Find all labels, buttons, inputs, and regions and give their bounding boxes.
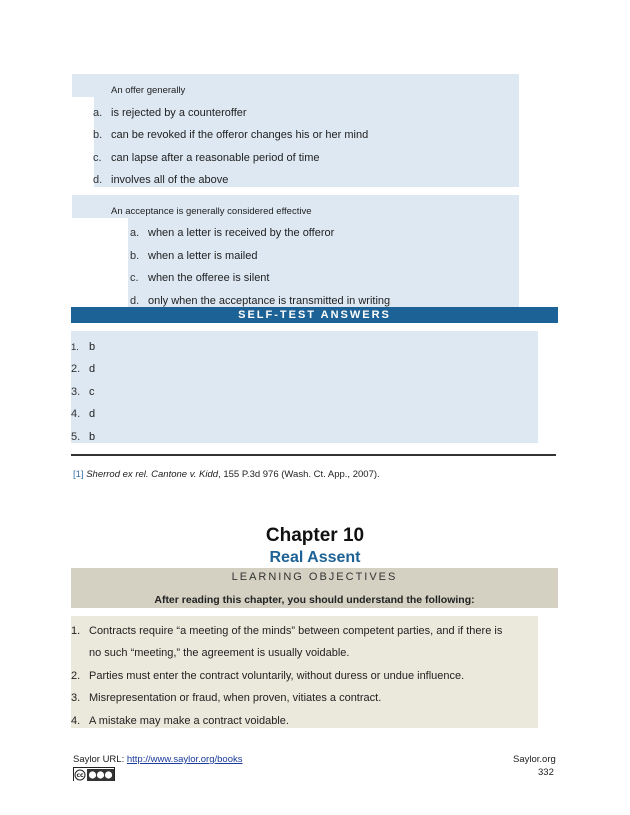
learning-objectives-title: LEARNING OBJECTIVES — [231, 571, 398, 583]
footer-url-label: Saylor URL: — [73, 754, 127, 765]
objective-3: 3. Misrepresentation or fraud, when proven, vitiates a contract. — [71, 692, 382, 704]
footer-site: Saylor.org — [513, 754, 556, 765]
saylor-books-link[interactable]: http://www.saylor.org/books — [126, 754, 243, 765]
footnote — [73, 469, 380, 480]
objective-4: 4. A mistake may make a contract voidable. — [71, 715, 289, 727]
self-test-heading: SELF-TEST ANSWERS — [71, 307, 558, 323]
footnote-citation: , 155 P.3d 976 (Wash. Ct. App., 2007). — [218, 469, 380, 480]
question-4-intro: An offer generally — [111, 85, 186, 96]
question-5-option-d: d. only when the acceptance is transmitted in writing — [130, 295, 391, 307]
footnote-ref-link[interactable]: [1] — [73, 469, 84, 480]
objective-1: 1. Contracts require “a meeting of the minds” between competent parties, and if there is — [71, 625, 503, 637]
answer-5: 5. b — [71, 431, 96, 443]
question-5-option-a: a. when a letter is received by the offeror — [130, 227, 335, 239]
question-5-intro: An acceptance is generally considered effective — [111, 206, 312, 217]
self-test-answers-box — [71, 331, 538, 443]
footnote-rule — [71, 454, 556, 456]
page-number: 332 — [538, 767, 554, 778]
answer-3: 3. c — [71, 386, 95, 398]
answer-4: 4. d — [71, 408, 96, 420]
question-4-option-b: b. can be revoked if the offeror changes his or her mind — [93, 129, 369, 141]
learning-objectives-lead: After reading this chapter, you should understand the following: — [154, 594, 475, 606]
creative-commons-badge[interactable] — [73, 767, 115, 781]
footnote-case-name: Sherrod ex rel. Cantone v. Kidd — [86, 469, 219, 480]
objective-1-continued: no such “meeting,” the agreement is usually voidable. — [89, 647, 350, 659]
answer-1: 1. b — [71, 341, 96, 353]
chapter-title: Chapter 10 — [265, 525, 365, 546]
question-4-option-d: d. involves all of the above — [93, 174, 229, 186]
question-4-option-c: c. can lapse after a reasonable period of time — [93, 152, 320, 164]
question-4-option-a: a. is rejected by a counteroffer — [93, 107, 247, 119]
question-5-option-c: c. when the offeree is silent — [130, 272, 270, 284]
chapter-subtitle: Real Assent — [269, 549, 361, 566]
learning-objectives-header — [71, 568, 558, 608]
answer-2: 2. d — [71, 363, 96, 375]
q-box-notch — [72, 97, 94, 187]
svg-text:cc: cc — [76, 772, 84, 780]
creative-commons-icon — [74, 769, 114, 781]
footer-url — [73, 754, 243, 765]
q5-box-notch — [72, 218, 128, 307]
objective-2: 2. Parties must enter the contract voluntarily, without duress or undue influence. — [71, 670, 465, 682]
question-5-option-b: b. when a letter is mailed — [130, 250, 258, 262]
